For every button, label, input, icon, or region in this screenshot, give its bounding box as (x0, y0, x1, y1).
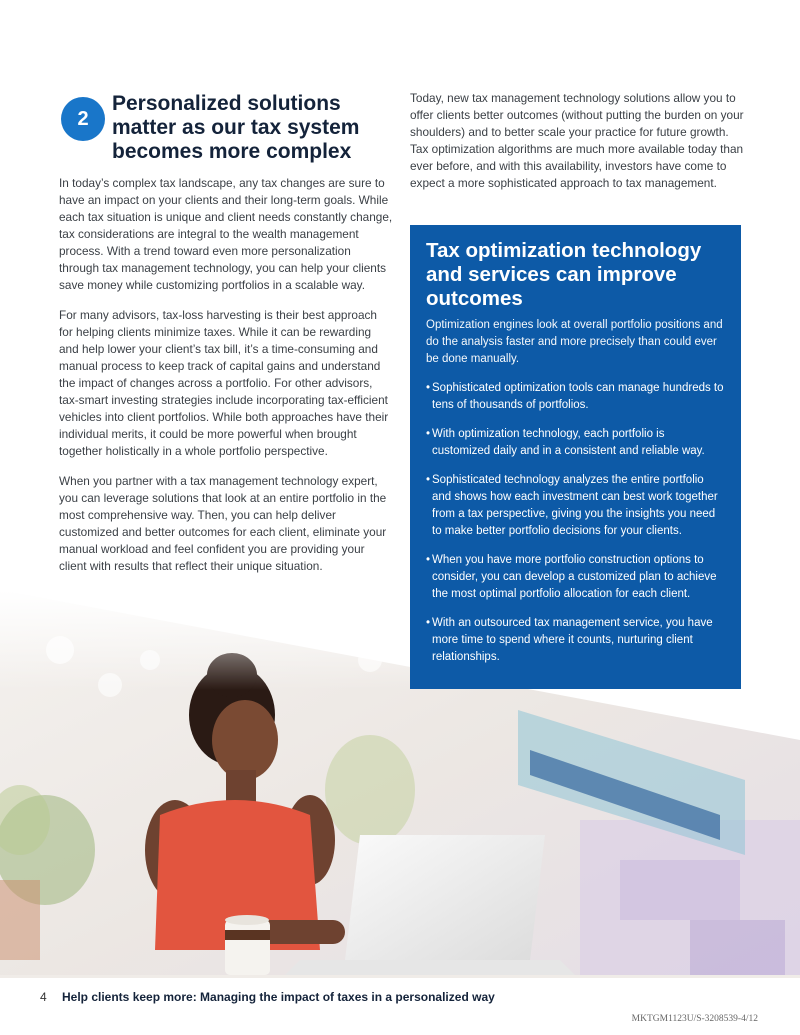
callout-bullet: • With optimization technology, each portfolio is customized daily and in a consistent and reliable way. (426, 428, 705, 457)
bullet-icon: • (426, 428, 431, 440)
left-column (59, 175, 394, 588)
callout-bullet: • When you have more portfolio construction options to consider, you can develop a customized plan to achieve the most optimal portfolio allocation for each client. (426, 554, 717, 600)
bullet-icon: • (426, 554, 431, 566)
section-number-badge (61, 97, 105, 141)
bullet-icon: • (426, 382, 431, 394)
bullet-icon: • (426, 474, 431, 486)
callout-title: Tax optimization technology and services can improve outcomes (426, 239, 702, 310)
callout-bullet: • Sophisticated optimization tools can manage hundreds to tens of thousands of portfolios. (426, 382, 724, 411)
callout-intro: Optimization engines look at overall portfolio positions and do the analysis faster and more precisely than could ever be done manually. (426, 319, 723, 365)
section-heading: Personalized solutions matter as our tax system becomes more complex (112, 92, 360, 163)
document-code: MKTGM1123U/S-3208539-4/12 (631, 1014, 758, 1024)
callout-bullet: • With an outsourced tax management service, you have more time to spend where it counts, nurturing client relationships. (426, 617, 713, 663)
section-number: 2 (77, 107, 89, 130)
callout-bullet: • Sophisticated technology analyzes the entire portfolio and shows how each investment can best work together from a tax perspective, giving you the insights you need to make better portfolio decisions for your clients. (426, 474, 718, 537)
callout-box (410, 225, 741, 689)
footer-title: Help clients keep more: Managing the impact of taxes in a personalized way (62, 990, 495, 1004)
body-paragraph: In today’s complex tax landscape, any tax changes are sure to have an impact on your clients and their long-term goals. While each tax situation is unique and client needs constantly change, tax considerations are integral to the wealth management process. With a trend toward even more personalization through tax management technology, you can help your clients save money while customizing portfolios in a scalable way. (59, 176, 393, 292)
body-paragraph: When you partner with a tax management technology expert, you can leverage solutions that look at an entire portfolio in the most comprehensive way. Then, you can help deliver customized and better outcomes for each client, eliminate your manual workload and feel confident you are providing your client with results that reflect their unique situation. (59, 474, 387, 573)
right-intro-paragraph: Today, new tax management technology solutions allow you to offer clients better outcomes (without putting the burden on your shoulders) and to better scale your practice for future growth. Tax optimization algorithms are much more available today than ever before, and with this availability, investors have come to expect a more sophisticated approach to tax management. (410, 91, 744, 190)
body-paragraph: For many advisors, tax-loss harvesting is their best approach for helping clients minimize taxes. While it can be rewarding and help lower your client’s tax bill, it’s a time-consuming and manual process to keep track of capital gains and understand the impact of changes across a portfolio. For other advisors, tax-smart investing strategies include incorporating tax-efficient vehicles into client portfolios. While both approaches have their individual merits, it could be more powerful when brought together holistically in a whole portfolio perspective. (59, 308, 389, 458)
bullet-icon: • (426, 617, 431, 629)
callout-bullet-list (426, 380, 725, 666)
page-number: 4 (40, 990, 47, 1004)
